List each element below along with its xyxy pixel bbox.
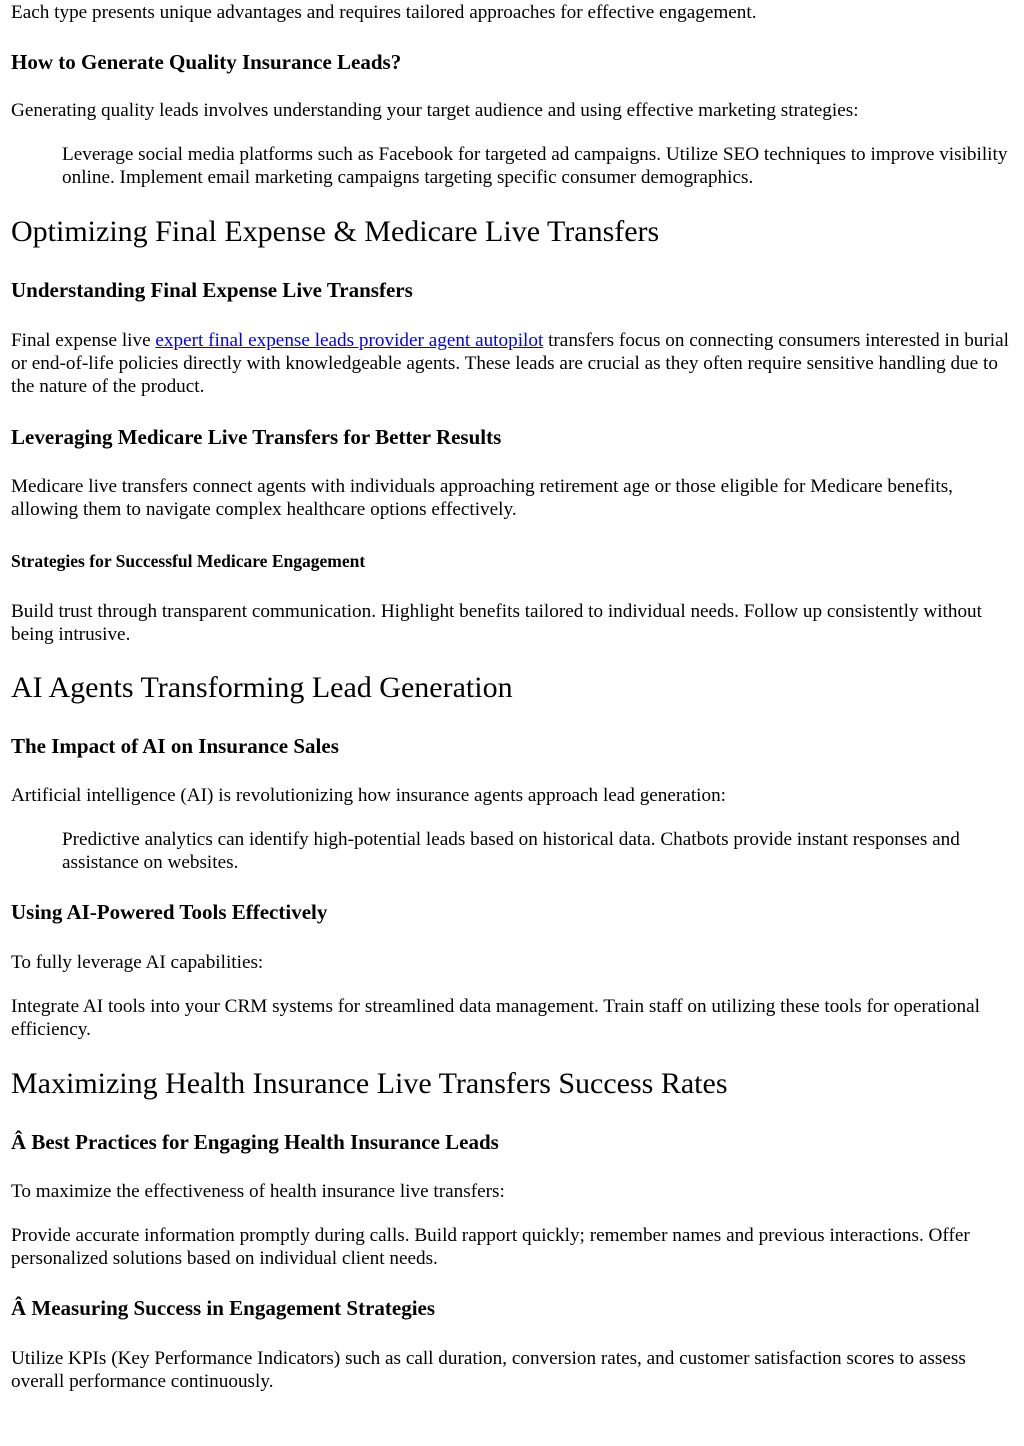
ai-tools-paragraph: To fully leverage AI capabilities: bbox=[11, 952, 264, 973]
heading-ai-agents: AI Agents Transforming Lead Generation bbox=[11, 671, 513, 704]
quality-leads-paragraph: Generating quality leads involves understanding your target audience and using effective marketing strategies: bbox=[11, 100, 859, 121]
heading-medicare: Leveraging Medicare Live Transfers for Better Results bbox=[11, 425, 502, 449]
intro-paragraph: Each type presents unique advantages and requires tailored approaches for effective engagement. bbox=[11, 2, 757, 23]
heading-best-practices: Â Best Practices for Engaging Health Insurance Leads bbox=[11, 1130, 499, 1154]
heading-ai-tools: Using AI-Powered Tools Effectively bbox=[11, 900, 328, 924]
best-practices-paragraph-2: Provide accurate information promptly during calls. Build rapport quickly; remember names and previous interactions. Offer personalized solutions based on individual client needs. bbox=[11, 1225, 970, 1269]
quality-leads-blockquote: Leverage social media platforms such as Facebook for targeted ad campaigns. Utilize SEO techniques to improve visibility online. Implement email marketing campaigns targeting specific consumer demographics. bbox=[62, 144, 1008, 188]
ai-impact-paragraph: Artificial intelligence (AI) is revolutionizing how insurance agents approach lead generation: bbox=[11, 785, 727, 806]
heading-ai-impact: The Impact of AI on Insurance Sales bbox=[11, 734, 339, 758]
heading-final-expense: Understanding Final Expense Live Transfers bbox=[11, 278, 413, 302]
final-expense-paragraph bbox=[11, 329, 1016, 398]
final-expense-text-before: Final expense live bbox=[11, 330, 156, 351]
medicare-paragraph: Medicare live transfers connect agents with individuals approaching retirement age or those eligible for Medicare benefits, allowing them to navigate complex healthcare options effectively. bbox=[11, 476, 953, 520]
heading-strategies: Strategies for Successful Medicare Engagement bbox=[11, 551, 366, 571]
heading-health: Maximizing Health Insurance Live Transfers Success Rates bbox=[11, 1067, 728, 1100]
heading-measuring: Â Measuring Success in Engagement Strategies bbox=[11, 1296, 436, 1320]
heading-quality-leads: How to Generate Quality Insurance Leads? bbox=[11, 50, 402, 74]
measuring-paragraph: Utilize KPIs (Key Performance Indicators) such as call duration, conversion rates, and customer satisfaction scores to assess overall performance continuously. bbox=[11, 1348, 966, 1392]
strategies-paragraph: Build trust through transparent communication. Highlight benefits tailored to individual needs. Follow up consistently without being intrusive. bbox=[11, 601, 982, 645]
final-expense-text-after: transfers focus on connecting consumers interested in burial or end-of-life policies directly with knowledgeable agents. These leads are crucial as they often require sensitive handling due to the nature of the product. bbox=[11, 330, 1009, 397]
best-practices-paragraph: To maximize the effectiveness of health insurance live transfers: bbox=[11, 1181, 505, 1202]
ai-impact-blockquote: Predictive analytics can identify high-potential leads based on historical data. Chatbots provide instant responses and assistance on websites. bbox=[62, 829, 960, 873]
ai-tools-paragraph-2: Integrate AI tools into your CRM systems for streamlined data management. Train staff on utilizing these tools for operational efficiency. bbox=[11, 996, 980, 1040]
heading-optimizing: Optimizing Final Expense & Medicare Live Transfers bbox=[11, 215, 660, 248]
final-expense-leads-link[interactable]: expert final expense leads provider agent autopilot bbox=[155, 330, 544, 351]
